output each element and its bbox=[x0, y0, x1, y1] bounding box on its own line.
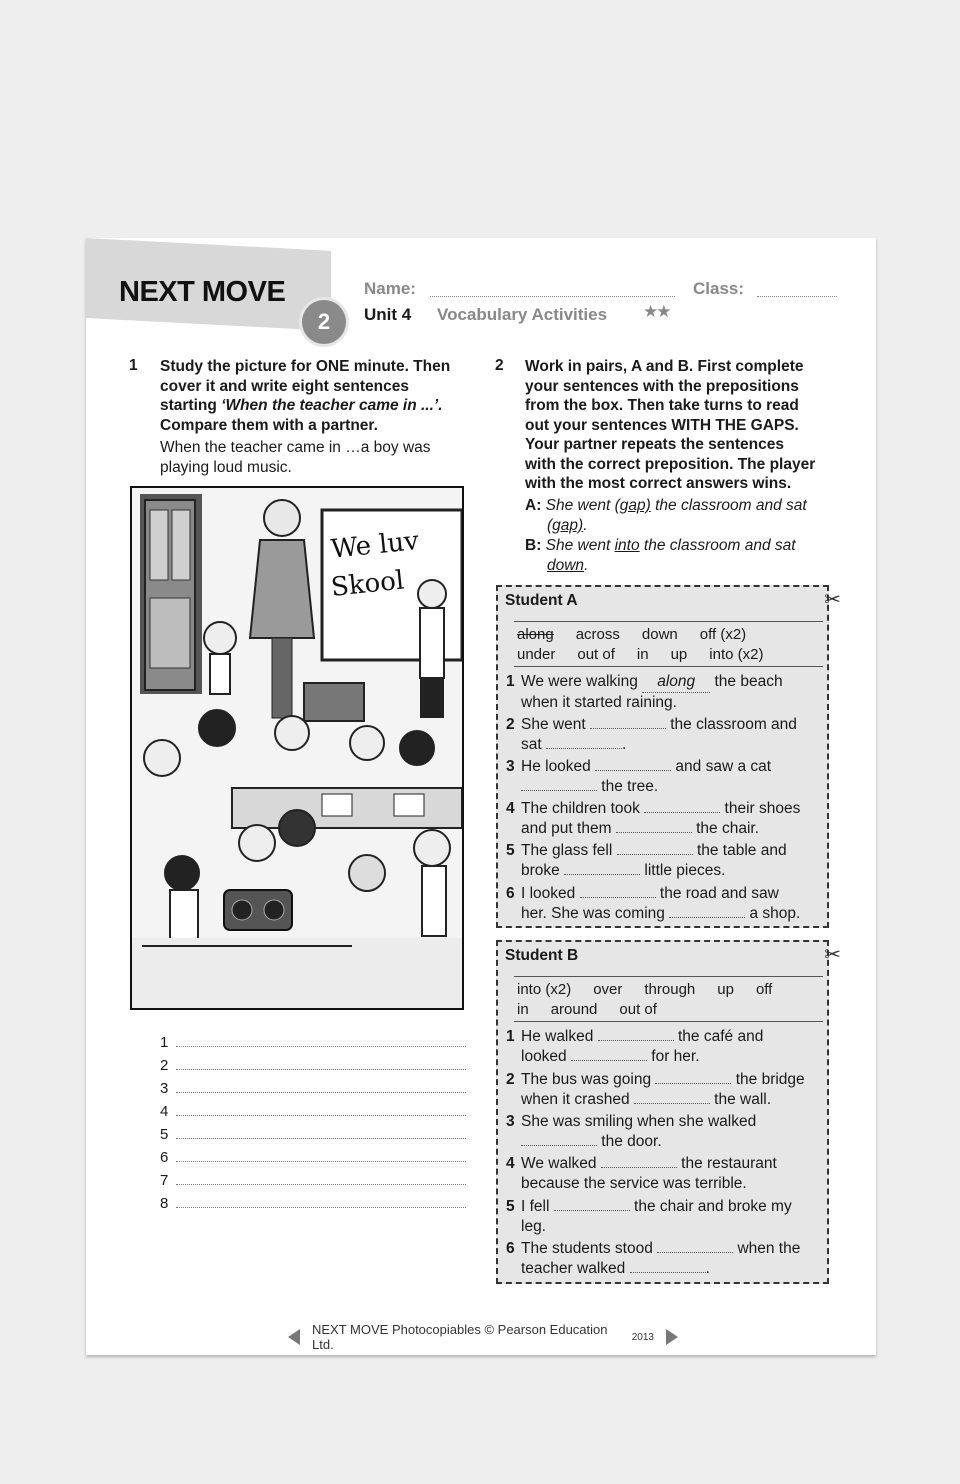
gap-field[interactable] bbox=[580, 885, 656, 898]
exercise-2-number: 2 bbox=[495, 357, 504, 374]
student-a-title: Student A bbox=[505, 592, 578, 609]
gap-field[interactable] bbox=[595, 758, 671, 771]
scissors-icon: ✂ bbox=[824, 589, 841, 611]
exercise-1-instruction: Study the picture for ONE minute. Then cover it and write eight sentences starting ‘When the teacher came in ...’. Compare them with a partner. bbox=[160, 358, 451, 434]
gap-field[interactable] bbox=[669, 905, 745, 918]
student-a-card bbox=[496, 585, 841, 928]
answer-line[interactable]: 2 bbox=[160, 1054, 466, 1074]
logo: NEXT MOVE bbox=[119, 276, 286, 308]
answer-line[interactable]: 1 bbox=[160, 1031, 466, 1051]
classroom-scene-icon bbox=[132, 488, 464, 1010]
gap-field[interactable] bbox=[554, 1198, 630, 1211]
gap-field[interactable] bbox=[630, 1260, 706, 1273]
student-a-item: 2 She went the classroom and sat . bbox=[506, 716, 797, 753]
difficulty-stars: ★★ bbox=[643, 302, 670, 321]
gap-field[interactable] bbox=[521, 1133, 597, 1146]
gap-field[interactable] bbox=[644, 800, 720, 813]
gap-field[interactable] bbox=[655, 1071, 731, 1084]
student-a-item: 5 The glass fell the table and broke little pieces. bbox=[506, 842, 787, 879]
footer-text: NEXT MOVE Photocopiables © Pearson Education Ltd. bbox=[312, 1322, 608, 1352]
gap-field[interactable] bbox=[546, 736, 622, 749]
answer-line[interactable]: 4 bbox=[160, 1100, 466, 1120]
name-label: Name: bbox=[364, 279, 416, 298]
name-field[interactable] bbox=[430, 296, 675, 297]
svg-text:We luv: We luv bbox=[329, 525, 421, 565]
answer-line[interactable]: 6 bbox=[160, 1146, 466, 1166]
footer-year: 2013 bbox=[631, 1331, 654, 1343]
gap-field[interactable] bbox=[657, 1240, 733, 1253]
gap-field[interactable] bbox=[634, 1091, 710, 1104]
next-arrow-icon[interactable] bbox=[666, 1329, 678, 1345]
scissors-icon: ✂ bbox=[824, 944, 841, 966]
student-a-item: 1 We were walking along the beach when it started raining. bbox=[506, 673, 783, 711]
gap-field[interactable] bbox=[564, 862, 640, 875]
student-b-item: 4 We walked the restaurant because the service was terrible. bbox=[506, 1155, 777, 1192]
student-a-item: 3 He looked and saw a cat the tree. bbox=[506, 758, 772, 795]
student-b-item: 2 The bus was going the bridge when it crashed the wall. bbox=[506, 1071, 805, 1108]
exercise-1-number: 1 bbox=[129, 357, 138, 374]
gap-field[interactable] bbox=[601, 1155, 677, 1168]
student-b-title: Student B bbox=[505, 947, 579, 964]
student-b-item: 5 I fell the chair and broke my leg. bbox=[506, 1198, 792, 1235]
footer bbox=[288, 1322, 678, 1352]
student-b-word-box: into (x2) over through up off in around out of bbox=[514, 976, 823, 1022]
unit-label: Unit 4 bbox=[364, 305, 412, 324]
gap-field[interactable] bbox=[521, 778, 597, 791]
answer-line[interactable]: 3 bbox=[160, 1077, 466, 1097]
student-b-item: 3 She was smiling when she walked the door. bbox=[506, 1113, 757, 1150]
gap-field[interactable] bbox=[616, 820, 692, 833]
student-a-item: 6 I looked the road and saw her. She was coming a shop. bbox=[506, 885, 801, 922]
answer-line[interactable]: 5 bbox=[160, 1123, 466, 1143]
exercise-1-example: When the teacher came in …a boy was playing loud music. bbox=[160, 439, 431, 476]
student-b-item: 6 The students stood when the teacher walked . bbox=[506, 1240, 801, 1277]
class-label: Class: bbox=[693, 279, 745, 298]
student-a-word-box: along across down off (x2) under out of in up into (x2) bbox=[514, 621, 823, 667]
gap-field[interactable] bbox=[590, 716, 666, 729]
answer-line[interactable]: 7 bbox=[160, 1169, 466, 1189]
gap-field[interactable] bbox=[598, 1028, 674, 1041]
student-a-item: 4 The children took their shoes and put them the chair. bbox=[506, 800, 801, 837]
classroom-illustration bbox=[130, 486, 464, 1010]
gap-field[interactable] bbox=[571, 1048, 647, 1061]
student-b-card bbox=[496, 940, 841, 1284]
student-b-item: 1 He walked the café and looked for her. bbox=[506, 1028, 764, 1065]
previous-arrow-icon[interactable] bbox=[288, 1329, 300, 1345]
answer-line[interactable]: 8 bbox=[160, 1192, 466, 1212]
svg-text:Skool: Skool bbox=[329, 565, 406, 603]
page-title: Vocabulary Activities bbox=[437, 305, 608, 324]
class-field[interactable] bbox=[757, 296, 837, 297]
dialogue-b: B: She went into the classroom and sat down. bbox=[525, 537, 796, 574]
exercise-2-instruction: Work in pairs, A and B. First complete your sentences with the prepositions from the box. Then take turns to read out your sentences WITH THE GAPS. Your partner repeats the sentences with the correct preposition. The player with the most correct answers wins. bbox=[525, 358, 816, 492]
level-badge: 2 bbox=[302, 300, 346, 344]
gap-field[interactable] bbox=[617, 842, 693, 855]
dialogue-a: A: She went (gap) the classroom and sat (gap). bbox=[525, 497, 807, 534]
gap-field[interactable]: along bbox=[642, 672, 710, 693]
